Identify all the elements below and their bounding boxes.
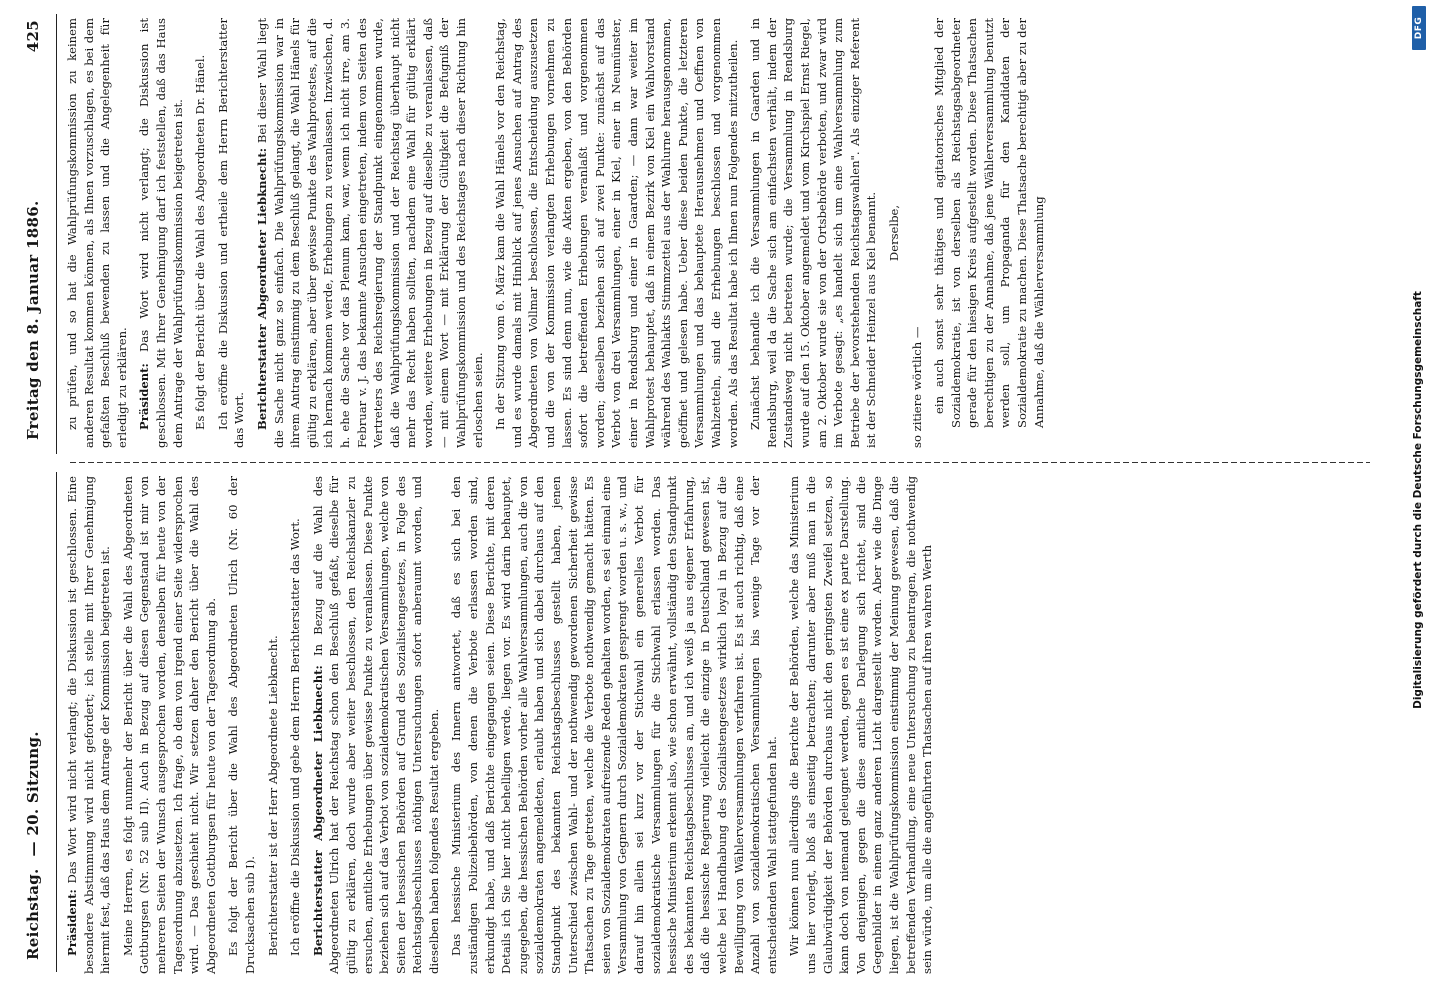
paragraph <box>310 476 443 974</box>
paragraph <box>886 18 903 448</box>
paragraph-text: Meine Herren, es folgt nunmehr der Bericht über die Wahl des Abgeordneten Gottburgsen (Nr. 52 sub II). Auch in Bezug auf diesen Gegenstand ist mir von mehreren Seiten der Wunsch ausgesprochen worden, denselben für heute von der Tagesordnung abzusetzen. Ich frage, ob dem von irgend einer Seite widersprochen wird. — Das geschieht nicht. Wir setzen daher den Bericht über die Wahl des Abgeordneten Gottburgsen für heute von der Tagesordnung ab. <box>120 476 218 974</box>
paragraph-text: zu prüfen, und so hat die Wahlprüfungskommission zu keinem anderen Resultat kommen können, als Ihnen vorzuschlagen, es bei dem gefaßten Beschluß bewenden zu lassen und die Angelegenheit für erledigt zu erklären. <box>65 18 129 448</box>
paragraph <box>747 18 880 448</box>
paragraph <box>136 18 186 448</box>
paragraph <box>909 18 926 448</box>
paragraph-text: Das Wort wird nicht verlangt; die Diskussion ist geschlossen. Mit Ihrer Genehmigung darf ich feststellen, daß das Haus dem Antrage der Wahlprüfungskommission beigetreten ist. <box>137 18 185 448</box>
paragraph <box>448 476 780 974</box>
right-text-column <box>64 18 1047 448</box>
paragraph-text: Bei dieser Wahl liegt die Sache nicht ganz so einfach. Die Wahlprüfungskommission war in ihrem Antrag einstimmig zu dem Beschluß gelangt, die Wahl Hänels für gültig zu erklären, aber über gewisse Punkte des Wahlprotestes, auf die ich hernach kommen werde, Erhebungen zu veranlassen. Inzwischen, d. h. ehe die Sache vor das Plenum kam, war, wenn ich nicht irre, am 3. Februar v. J. das bekannte Ansuchen eingetreten, indem von Seiten des Vertreters des Reichsregierung der Standpunkt eingenommen wurde, daß die Wahlprüfungskommission und der Reichstag überhaupt nicht mehr das Recht haben sollten, nachdem eine Wahl für gültig erklärt worden, weitere Erhebungen in Bezug auf dieselbe zu veranlassen, daß — mit einem Wort — mit Erklärung der Gültigkeit die Befugniß der Wahlprüfungskommission und des Reichstages nach dieser Richtung hin erloschen seien. <box>254 17 485 448</box>
paragraph-text: Wir können nun allerdings die Berichte der Behörden, welche das Ministerium uns hier vorlegt, bloß als einseitig betrachten; darunter aber muß man in die Glaubwürdigkeit der Behörden durchaus nicht den geringsten Zweifel setzen, so kann doch von niemand geleugnet werden, gegen es ist eine ex parte Darstellung. Von denjenigen, gegen die diese amtliche Darlegung sich richtet, sind die Gegenbilder in einem ganz anderen Licht dargestellt worden. Aber wie die Dinge liegen, ist die Wahlprüfungskommission einstimmig der Meinung gewesen, daß die betreffenden Verhandlung, eine neue Untersuchung zu beantragen, die nothwendig sein würde, um alle die angeführten Thatsachen auf ihren wahren Werth <box>787 476 935 974</box>
speaker-name: Präsident: <box>65 889 79 956</box>
paragraph <box>215 18 248 448</box>
session-date: Freitag den 8. Januar 1886. <box>24 200 42 440</box>
dfg-logo <box>1412 6 1426 50</box>
paragraph <box>287 476 304 974</box>
header-rule-right <box>56 14 57 454</box>
dfg-logo-text: DFG <box>1414 16 1424 40</box>
paragraph <box>265 476 282 974</box>
running-head-right <box>24 20 52 440</box>
header-rule-left <box>56 472 57 972</box>
column-divider <box>70 462 1370 463</box>
paragraph <box>225 476 258 974</box>
speaker-name: Berichterstatter Abgeordneter Liebknecht: <box>310 665 325 956</box>
paragraph-text: In der Sitzung vom 6. März kam die Wahl Hänels vor den Reichstag, und es wurde damals mit Hinblick auf jenes Ansuchen auf Antrag des Abgeordneten von Vollmar beschlossen, die Entscheidung auszusetzen und die von der Kommission verlangten Erhebungen vornehmen zu lassen. Es sind denn nun, wie die Akten ergeben, von den Behörden sofort die betreffenden Erhebungen veranlaßt und vorgenommen worden; dieselben beziehen sich auf zwei Punkte: zunächst auf das Verbot von drei Versammlungen, einer in Kiel, einer in Neumünster, einer in Rendsburg und einer in Gaarden; — dann war weiter im Wahlprotest behauptet, daß in einem Bezirk von Kiel ein Wahlvorstand während des Wahlakts Stimmzettel aus der Wahlurne herausgenommen, geöffnet und gelesen habe. Ueber diese beiden Punkte, die letzteren Versammlungen und das behauptete Herausnehmen und Oeffnen von Wahlzetteln, sind die Erhebungen beschlossen und vorgenommen worden. Als das Resultat habe ich Ihnen nun Folgendes mitzutheilen. <box>493 18 740 448</box>
paragraph-text: Zunächst behandle ich die Versammlungen in Gaarden und in Rendsburg, weil da die Sache sich am einfachsten verhält, indem der Zustandsweg nicht betreten wurde; die Versammlung in Rendsburg wurde auf den 15. Oktober angemeldet und vom Kirchspiel Ernst Riegel, am 2. Oktober wurde sie von der Ortsbehörde verboten, und zwar wird im Verbote gesagt: „es handelt sich um eine Wahlversammlung zum Betriebe der bevorstehenden Reichstagswahlen". Als einziger Referent ist der Schneider Heinzel aus Kiel benannt. <box>748 18 879 448</box>
paragraph-text: Das hessische Ministerium des Innern antwortet, daß es sich bei den zuständigen Polizeibehörden, von denen die Verbote erlassen worden sind, erkundigt habe, und daß Berichte eingegangen seien. Diese Berichte, mit deren Details ich Sie hier nicht behelligen werde, liegen vor. Es wird darin behauptet, zugegeben, die hessischen Behörden vorher alle Wahlversammlungen, auch die von sozialdemokraten angemeldeten, erlaubt haben und sich dabei durchaus auf den Standpunkt des bekannten Reichstagsbeschlusses gestellt haben, jenen Unterschied zwischen Wahl- und der nothwendig gewordenen Sicherheit gewisse Thatsachen zu Tage getreten, welche die Verbote nothwendig gemacht hätten. Es seien von Sozialdemokraten aufreizende Reden gehalten worden, es sei einmal eine Versammlung von Gegnern durch Sozialdemokraten gesprengt worden u. s. w., und darauf hin allein sei kurz vor der Stichwahl ein generelles Verbot für sozialdemokratische Versammlungen für die Stichwahl erlassen worden. Das hessische Ministerium erkennt also, wie schon erwähnt, vollständig den Standpunkt des bekannten Reichstagsbeschlusses an, und ich weiß ja aus eigener Erfahrung, daß die hessische Regierung vielleicht die einzige in Deutschland gewesen ist, welche bei Handhabung des Sozialistengesetzes wirklich loyal in Bezug auf die Bewilligung von Wählerversammlungen verfahren ist. Es ist auch richtig, daß eine Anzahl von sozialdemokratischen Versammlungen bis wenige Tage vor der entscheidenden Wahl stattgefunden hat. <box>449 476 779 974</box>
paragraph-text: Es folgt der Bericht über die Wahl des Abgeordneten Ulrich (Nr. 60 der Drucksachen sub I). <box>226 476 257 974</box>
page-number: 425 <box>24 20 42 53</box>
paragraph <box>931 18 1047 448</box>
paragraph <box>64 18 130 448</box>
paragraph-text: so zitiere wörtlich — <box>909 326 924 448</box>
paragraph-text: ein auch sonst sehr thätiges und agitatorisches Mitglied der Sozialdemokratie, ist von derselben als Reichstagsabgeordneter gerade für den hiesigen Kreis aufgestellt worden. Diese Thatsachen berechtigen zu der Annahme, daß jene Wählerversammlung benutzt werden soll, um Propaganda für den Kandidaten der Sozialdemokratie zu machen. Diese Thatsache berechtigt aber zu der Annahme, daß die Wählerversammlung <box>932 18 1046 428</box>
left-text-column <box>64 476 936 974</box>
paragraph <box>192 18 209 448</box>
paragraph <box>64 476 114 974</box>
credit-text: Digitalisierung gefördert durch die Deutsche Forschungsgemeinschaft <box>1412 291 1424 709</box>
paragraph <box>786 476 935 974</box>
paragraph-text: Derselbe, <box>886 204 901 262</box>
paragraph-text: Ich eröffne die Diskussion und ertheile dem Herrn Berichterstatter das Wort. <box>215 18 247 448</box>
paragraph-text: Es folgt der Bericht über die Wahl des Abgeordneten Dr. Hänel. <box>193 54 208 430</box>
paragraph-text: Ich eröffne die Diskussion und gebe dem Herrn Berichterstatter das Wort. <box>288 518 303 956</box>
paragraph-text: In Bezug auf die Wahl des Abgeordneten Ulrich hat der Reichstag schon den Beschluß gefaßt, dieselbe für gültig zu erklären, doch wurde aber weiter beschlossen, den Reichskanzler zu ersuchen, amtliche Erhebungen über gewisse Punkte zu veranlassen. Diese Punkte beziehen sich auf das Verbot von sozialdemokratischen Versammlungen, welche von Seiten der hessischen Behörden auf Grund des Sozialistengesetzes, in Folge des Reichstagsbeschlusses nöthigen Untersuchungen sofort anberaumt worden, und dieselben haben folgendes Resultat ergeben. <box>310 475 441 974</box>
paragraph <box>120 476 220 974</box>
paragraph <box>254 18 486 448</box>
speaker-name: Berichterstatter Abgeordneter Liebknecht: <box>254 147 269 430</box>
paragraph-text: Berichterstatter ist der Herr Abgeordnete Liebknecht. <box>265 635 280 956</box>
head-left-prefix: Reichstag. <box>24 868 42 960</box>
speaker-name: Präsident: <box>137 363 152 430</box>
session-title: — 20. Sitzung. <box>24 731 42 857</box>
paragraph-text: Das Wort wird nicht verlangt; die Diskussion ist geschlossen. Eine besondere Abstimmung wird nicht gefordert; ich stelle mit Ihrer Genehmigung hiermit fest, daß das Haus dem Antrage der Kommission beigetreten ist. <box>65 476 113 974</box>
digitization-credit <box>1410 120 1426 880</box>
running-head-left <box>24 731 52 960</box>
paragraph <box>492 18 741 448</box>
